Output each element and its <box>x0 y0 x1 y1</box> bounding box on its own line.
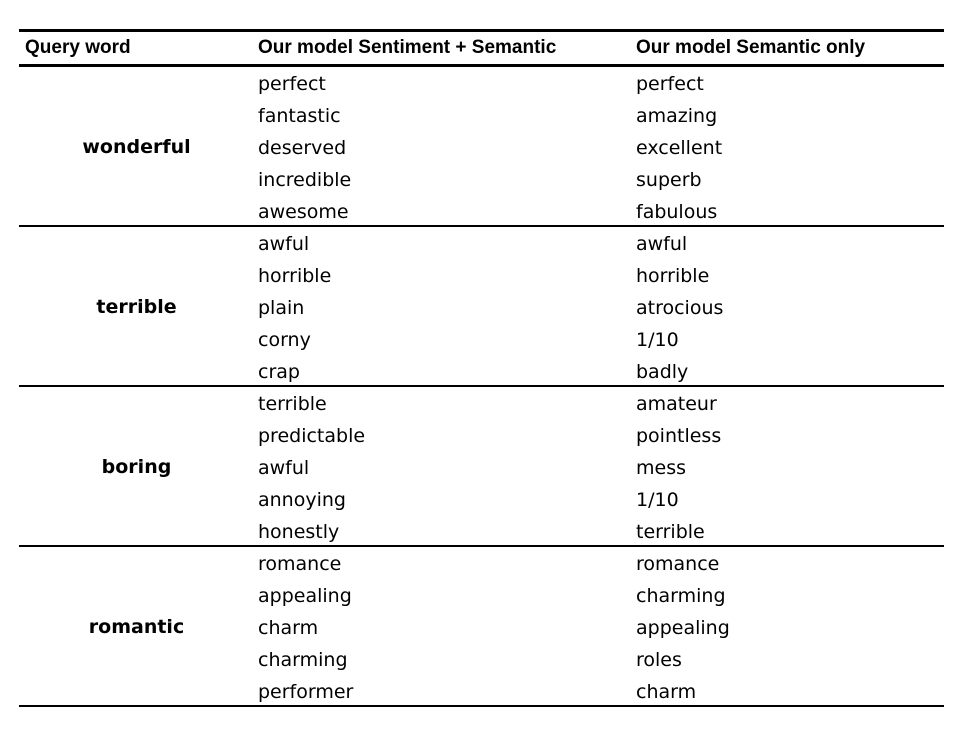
sentiment-semantic-list <box>258 388 365 548</box>
list-item: awful <box>258 233 310 255</box>
list-item: perfect <box>258 73 326 95</box>
list-item: performer <box>258 681 354 703</box>
list-item: incredible <box>258 169 352 191</box>
list-item: appealing <box>636 617 730 639</box>
list-item: fabulous <box>636 201 718 223</box>
sentiment-semantic-list <box>258 228 331 388</box>
header-sentiment-semantic: Our model Sentiment + Semantic <box>258 37 557 58</box>
sentiment-semantic-list <box>258 548 353 708</box>
list-item: honestly <box>258 521 340 543</box>
group-romantic <box>19 547 944 707</box>
list-item: charming <box>636 585 726 607</box>
group-terrible <box>19 227 944 387</box>
list-item: terrible <box>636 521 705 543</box>
header-semantic-only: Our model Semantic only <box>636 37 866 58</box>
sentiment-semantic-list <box>258 68 351 228</box>
list-item: horrible <box>636 265 710 287</box>
list-item: 1/10 <box>636 489 679 511</box>
list-item: fantastic <box>258 105 341 127</box>
list-item: excellent <box>636 137 723 159</box>
semantic-only-list <box>636 388 721 548</box>
list-item: atrocious <box>636 297 724 319</box>
list-item: perfect <box>636 73 704 95</box>
list-item: charm <box>636 681 697 703</box>
list-item: 1/10 <box>636 329 679 351</box>
list-item: terrible <box>258 393 327 415</box>
header-row <box>19 32 944 64</box>
semantic-only-list <box>636 68 722 228</box>
query-word: romantic <box>88 616 185 638</box>
list-item: deserved <box>258 137 347 159</box>
list-item: amazing <box>636 105 718 127</box>
comparison-table <box>19 29 944 707</box>
list-item: charm <box>258 617 319 639</box>
query-word: wonderful <box>82 136 191 158</box>
list-item: corny <box>258 329 311 351</box>
list-item: superb <box>636 169 702 191</box>
list-item: awesome <box>258 201 349 223</box>
list-item: charming <box>258 649 348 671</box>
list-item: horrible <box>258 265 332 287</box>
list-item: roles <box>636 649 682 671</box>
list-item: annoying <box>258 489 346 511</box>
group-wonderful <box>19 67 944 227</box>
list-item: plain <box>258 297 305 319</box>
query-word: terrible <box>96 296 177 318</box>
list-item: romance <box>258 553 342 575</box>
list-item: predictable <box>258 425 366 447</box>
query-word: boring <box>101 456 172 478</box>
list-item: mess <box>636 457 686 479</box>
list-item: awful <box>636 233 688 255</box>
semantic-only-list <box>636 548 730 708</box>
list-item: appealing <box>258 585 352 607</box>
list-item: badly <box>636 361 689 383</box>
group-boring <box>19 387 944 547</box>
list-item: amateur <box>636 393 717 415</box>
list-item: awful <box>258 457 310 479</box>
list-item: pointless <box>636 425 722 447</box>
header-query-word: Query word <box>25 37 131 58</box>
semantic-only-list <box>636 228 723 388</box>
list-item: romance <box>636 553 720 575</box>
list-item: crap <box>258 361 300 383</box>
